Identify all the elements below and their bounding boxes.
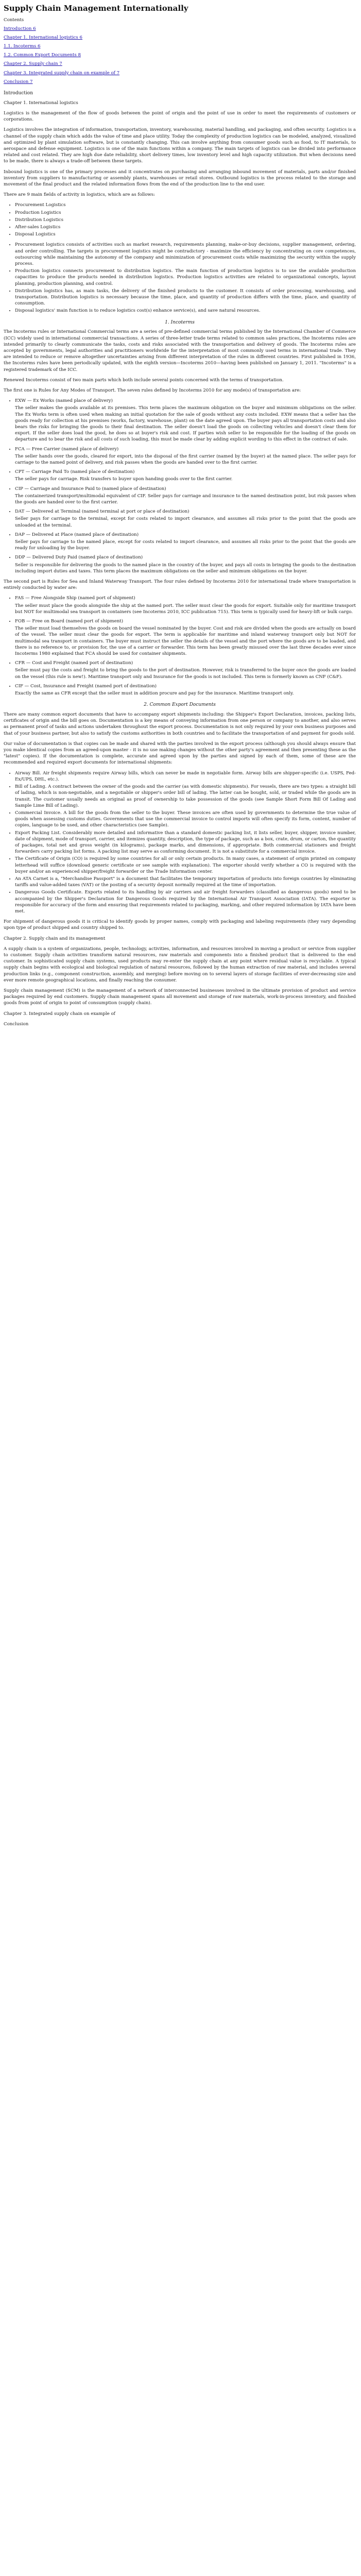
toc-link-chapter-3[interactable]: Chapter 3. Integrated supply chain on example of 7 [4, 70, 120, 76]
list-item: • The Certificate of Origin (CO) is required by some countries for all or only certain products. In many cases, a statement of origin printed on company letterhead will suffice (download generic certificate or see sample with explanation). The exporter should verify whether a CO is required with the buyer and/or an experienced shipper/freight forwarder or the Trade Information center. [15, 856, 356, 875]
incoterm-name: DAP — Delivered at Place (named place of destination) [15, 532, 139, 537]
incoterms-sea-list [4, 595, 356, 697]
section-heading: 2. Common Export Documents [144, 702, 216, 708]
incoterm-name: FOB — Free on Board (named port of shipment) [15, 619, 124, 624]
chapter-heading: Chapter 2. Supply chain and its management [4, 936, 106, 941]
list-item: • Distribution Logistics [15, 217, 356, 223]
introduction-section [4, 90, 356, 314]
incoterm-description: The seller hands over the goods, cleared for export, into the disposal of the first carrier (named by the buyer) at the named place. The seller pays for carriage to the named point of delivery, and risk passes when the goods are handed over to the first carrier. [15, 453, 356, 465]
incoterm-item [15, 554, 356, 574]
toc-item [4, 70, 356, 76]
logistics-descriptions-list [4, 242, 356, 314]
incoterms-section [4, 319, 356, 697]
contents-label: Contents [4, 18, 24, 23]
incoterm-description: Seller pays for carriage to the named place, except for costs related to import clearance, and assumes all risks prior to the point that the goods are ready for unloading by the buyer. [15, 539, 356, 551]
export-documents-list [4, 770, 356, 914]
list-item: • Disposal logistics' main function is to reduce logistics cost(s) enhance service(s), and save natural resources. [15, 308, 356, 314]
incoterm-item [15, 469, 356, 482]
toc-item [4, 52, 356, 58]
toc-link-chapter-2[interactable]: Chapter 2. Supply chain 7 [4, 61, 62, 67]
section-heading: Introduction [4, 90, 33, 96]
paragraph: Renewed Incoterms consist of two main parts which both include several points concerned with the terms of transportation. [4, 377, 284, 383]
chapter-heading: Conclusion [4, 1021, 29, 1027]
paragraph: A supply chain is a system of organizations, people, technology, activities, information, and resources involved in moving a product or service from supplier to customer. Supply chain activities transform natural resources, raw materials and components into a finished product that is delivered to the end customer. In sophisticated supply chain systems, used products may re-enter the supply chain at any point where residual value is recyclable. A typical supply chain begins with ecological and biological regulation of natural resources, followed by the human extraction of raw material, and includes several production links (e.g., component construction, assembly, and merging) before moving on to several layers of storage facilities of ever-decreasing size and ever more remote geographical locations, and finally reaching the consumer. [4, 946, 356, 983]
paragraph: Inbound logistics is one of the primary processes and it concentrates on purchasing and arranging inbound movement of materials, parts and/or finished inventory from suppliers to manufacturing or assembly plants, warehouses or retail stores. Outbound logistics is the process related to the storage and movement of the final product and the related information flows from the end of the production line to the end user. [4, 169, 356, 187]
incoterm-item [15, 398, 356, 443]
list-item: • Export Packing List. Considerably more detailed and informative than a standard domestic packing list, it lists seller, buyer, shipper, invoice number, date of shipment, mode of transport, carrier, and itemizes quantity, description, the type of package, such as a box, crate, drum, or carton, the quantity of packages, total net and gross weight (in kilograms), package marks, and dimensions, if appropriate. Both commercial stationers and freight forwarders carry packing list forms. A packing list may serve as conforming document. It is not a substitute for a commercial invoice. [15, 830, 356, 855]
paragraph: Logistics is the management of the flow of goods between the point of origin and the point of use in order to meet the requirements of customers or corporations. [4, 110, 356, 123]
incoterm-item [15, 595, 356, 615]
incoterm-description: Exactly the same as CFR except that the seller must in addition procure and pay for the insurance. Maritime transport only. [15, 691, 294, 697]
toc-item [4, 61, 356, 67]
list-item: • Disposal Logistics [15, 231, 356, 238]
incoterm-description: The seller must load themselves the goods on board the vessel nominated by the buyer. Cost and risk are divided when the goods are actually on board of the vessel. The seller must clear the goods for export. The term is applicable for maritime and inland waterway transport only but NOT for multimodal sea transport in containers. The buyer must instruct the seller the details of the vessel and the port where the goods are to be loaded, and there is no reference to, or provision for, the use of a carrier or forwarder. This term has been greatly misused over the last three decades ever since Incoterms 1980 explained that FCA should be used for container shipments. [15, 626, 356, 657]
toc-link-conclusion[interactable]: Conclusion 7 [4, 79, 33, 84]
paragraph: The Incoterms rules or International Commercial terms are a series of pre-defined commercial terms published by the International Chamber of Commerce (ICC) widely used in international commercial transactions. A series of three-letter trade terms related to common sales practices, the Incoterms rules are intended primarily to clearly communicate the tasks, costs and risks associated with the transportation and delivery of goods. The Incoterms rules are accepted by governments, legal authorities and practitioners worldwide for the interpretation of most commonly used terms in international trade. They are intended to reduce or remove altogether uncertainties arising from different interpretation of the rules in different countries. First published in 1936, the Incoterms rules have been periodically updated, with the eighth version—Incoterms 2010—having been published on January 1, 2011. "Incoterms" is a registered trademark of the ICC. [4, 329, 356, 372]
toc-link-chapter-1[interactable]: Chapter 1. International logistics 6 [4, 35, 83, 40]
incoterm-item [15, 618, 356, 657]
incoterm-name: EXW — Ex Works (named place of delivery) [15, 398, 113, 404]
paragraph: Chapter 1. International logistics [4, 100, 78, 106]
incoterm-description: The containerized transport/multimodal equivalent of CIF. Seller pays for carriage and insurance to the named destination point, but risk passes when the goods are handed over to the first carrier. [15, 493, 356, 505]
incoterm-name: CFR — Cost and Freight (named port of destination) [15, 660, 133, 666]
paragraph: There are many common export documents that have to accompany export shipments including: the Shipper's Export Declaration, invoices, packing lists, certificates of origin and the bill goes on. Documentation is a key means of conveying information from one person or company to another, and also serves as permanent proof of tasks and actions undertaken throughout the export process. Documentation is not only required by your own business purposes and that of your business partner, but also to satisfy the customs authorities in both countries and to facilitate the transportation of and payment for goods sold. [4, 712, 356, 736]
incoterm-description: The seller pays for carriage. Risk transfers to buyer upon handing goods over to the first carrier. [15, 477, 233, 482]
list-item: • Procurement logistics consists of activities such as market research, requirements planning, make-or-buy decisions, supplier management, ordering, and order controlling. The targets in procurement logistics might be contradictory - maximize the efficiency by concentrating on core competences, outsourcing while maintaining the autonomy of the company and minimization of procurement costs while maximizing the security within the supply process. [15, 242, 356, 267]
incoterm-description: Seller pays for carriage to the terminal, except for costs related to import clearance, and assumes all risks prior to the point that the goods are unloaded at the terminal. [15, 516, 356, 528]
paragraph: Our value of documentation is that copies can be made and shared with the parties involved in the export process (although you should always ensure that you make identical copies from an agreed-upon master - it is no use making changes without the other party's agreement and then presenting these as the "latest" copies). If the documentation is complete, accurate and agreed upon by the parties and signed by each of them, some of these are the recommended and required export documents for international shipments: [4, 741, 356, 766]
export-documents-section [4, 702, 356, 931]
paragraph: Logistics involves the integration of information, transportation, inventory, warehousing, material handling, and packaging, and often security. Logistics is a channel of the supply chain which adds the value of time and place utility. Today the complexity of production logistics can be modeled, analyzed, visualized and optimized by plant simulation software, but is constantly changing. This can involve anything from consumer goods such as food, to IT materials, to aerospace and defense equipment. Logistics is one of the main functions within a company. The main targets of logistics can be divided into performance related and cost related. They are high due date reliability, short delivery times, low inventory level and high capacity utilization. But when decisions need to be made, there is always a trade-off between these targets. [4, 127, 356, 164]
incoterm-description: Seller must pay the costs and freight to bring the goods to the port of destination. However, risk is transferred to the buyer once the goods are loaded on the vessel (this rule is new!). Maritime transport only and Insurance for the goods is not included. This term is formerly known as CNF (C&F). [15, 668, 356, 680]
toc-link-export-documents[interactable]: 1.2. Common Export Documents 8 [4, 53, 81, 58]
list-item: • Production logistics connects procurement to distribution logistics. The main function of production logistics is to use the available production capacities to produce the products needed in distribution logistics. Production logistics activities are related to organizational concepts, layout planning, production planning, and control. [15, 268, 356, 287]
paragraph: There are 9 main fields of activity in logistics, which are as follows: [4, 192, 156, 198]
incoterm-name: DDP — Delivered Duty Paid (named place of destination) [15, 555, 143, 561]
document-page [0, 0, 361, 1036]
list-item: • Production Logistics [15, 210, 356, 216]
list-item: • Bill of Lading. A contract between the owner of the goods and the carrier (as with domestic shipments). For vessels, there are two types: a straight bill of lading, which is non-negotiable, and a negotiable or shipper's order bill of lading. The latter can be bought, sold, or traded while the goods are in transit. The customer usually needs an original as proof of ownership to take possession of the goods (see Sample Short Form Bill Of Lading and Sample Lime Bill of Lading). [15, 784, 356, 809]
toc-item [4, 35, 356, 41]
chapter-heading: Chapter 3. Integrated supply chain on example of [4, 1011, 115, 1016]
incoterm-name: FCA — Free Carrier (named place of delivery) [15, 446, 119, 452]
incoterm-description: Seller is responsible for delivering the goods to the named place in the country of the buyer, and pays all costs in bringing the goods to the destination including import duties and taxes. This term places the maximum obligations on the seller and minimum obligations on the buyer. [15, 562, 356, 574]
list-item: • Distribution logistics has, as main tasks, the delivery of the finished products to the customer. It consists of order processing, warehousing, and transportation. Distribution logistics is necessary because the time, place, and quantity of production differs with the time, place, and quantity of consumption. [15, 288, 356, 307]
incoterm-description: The seller must place the goods alongside the ship at the named port. The seller must clear the goods for export. Suitable only for maritime transport but NOT for multimodal sea transport in containers (see Incoterms 2010, ICC publication 715). This term is typically used for heavy-lift or bulk cargo. [15, 603, 356, 615]
list-item: • Airway Bill. Air freight shipments require Airway bills, which can never be made in negotiable form. Airway bills are shipper-specific (i.e. USPS, Fed-Ex/UPS, DHL, etc.). [15, 770, 356, 783]
paragraph: For shipment of dangerous goods it is critical to identify goods by proper names, comply with packaging and labeling requirements (they vary depending upon type of product shipped and country shipped to. [4, 919, 356, 931]
toc-item [4, 79, 356, 85]
supply-chain-section [4, 936, 356, 1027]
list-item: • After-sales Logistics [15, 224, 356, 230]
table-of-contents [4, 26, 356, 85]
paragraph: The second part is Rules for Sea and Inland Waterway Transport. The four rules defined by Incoterms 2010 for international trade where transportation is entirely conducted by water are: [4, 579, 356, 591]
paragraph: Supply chain management (SCM) is the management of a network of interconnected businesses involved in the ultimate provision of product and service packages required by end customers. Supply chain management spans all movement and storage of raw materials, work-in-process inventory, and finished goods from point of origin to point of consumption (supply chain). [4, 988, 356, 1006]
incoterm-item [15, 683, 356, 697]
incoterms-any-mode-list [4, 398, 356, 574]
paragraph: The first one is Rules for Any Modes of Transport. The seven rules defined by Incoterms 2010 for any mode(s) of transportation are: [4, 387, 301, 393]
incoterm-item [15, 446, 356, 466]
incoterm-name: CPT — Carriage Paid To (named place of destination) [15, 469, 135, 475]
incoterm-item [15, 660, 356, 680]
document-title: Supply Chain Management Internationally [4, 4, 188, 13]
toc-link-introduction[interactable]: Introduction 6 [4, 26, 36, 31]
toc-item [4, 43, 356, 49]
incoterm-item [15, 486, 356, 506]
incoterm-item [15, 509, 356, 529]
incoterm-item [15, 532, 356, 552]
incoterm-name: DAT — Delivered at Terminal (named terminal at port or place of destination) [15, 509, 190, 515]
toc-item [4, 26, 356, 32]
logistics-fields-list [4, 202, 356, 238]
toc-link-incoterms[interactable]: 1.1. Incoterms 6 [4, 43, 41, 49]
list-item: • Dangerous Goods Certificate. Exports related to its handling by air carriers and air freight forwarders (classified as dangerous goods) need to be accompanied by the Shipper's Declaration for Dangerous Goods required by the International Air Transport Association (IATA). The exporter is responsible for accuracy of the form and ensuring that requirements related to packaging, marking, and other required information by IATA have been met. [15, 889, 356, 914]
incoterm-name: CIF — Cost, Insurance and Freight (named port of destination) [15, 683, 157, 689]
list-item: • Commercial Invoice. A bill for the goods from the seller to the buyer. These invoices are often used by governments to determine the true value of goods when assessing customs duties. Governments that use the commercial invoice to control imports will often specify its form, content, number of copies, language to be used, and other characteristics (see Sample). [15, 810, 356, 829]
list-item: • An ATA Carnet is a, "Merchandise Passport" is a document that facilitates the temporary importation of products into foreign countries by eliminating tariffs and value-added taxes (VAT) or the posting of a security deposit normally required at the time of importation. [15, 876, 356, 888]
list-item: • Procurement Logistics [15, 202, 356, 208]
incoterm-name: FAS — Free Alongside Ship (named port of shipment) [15, 596, 135, 601]
incoterm-name: CIP — Carriage and Insurance Paid to (named place of destination) [15, 486, 166, 492]
section-heading: 1. Incoterms [165, 319, 195, 325]
incoterm-description: The seller makes the goods available at its premises. This term places the maximum obligation on the buyer and minimum obligations on the seller. The Ex Works term is often used when making an initial quotation for the sale of goods without any costs included. EXW means that a seller has the goods ready for collection at his premises (works, factory, warehouse, plant) on the date agreed upon. The buyer pays all transportation costs and also bears the risks for bringing the goods to their final destination. The seller doesn't load the goods on collecting vehicles and doesn't clear them for export. If the seller does load the good, he does so at buyer's risk and cost. If parties wish seller to be responsible for the loading of the goods on departure and to bear the risk and all costs of such loading, this must be made clear by adding explicit wording to this effect in the contract of sale. [15, 405, 356, 443]
